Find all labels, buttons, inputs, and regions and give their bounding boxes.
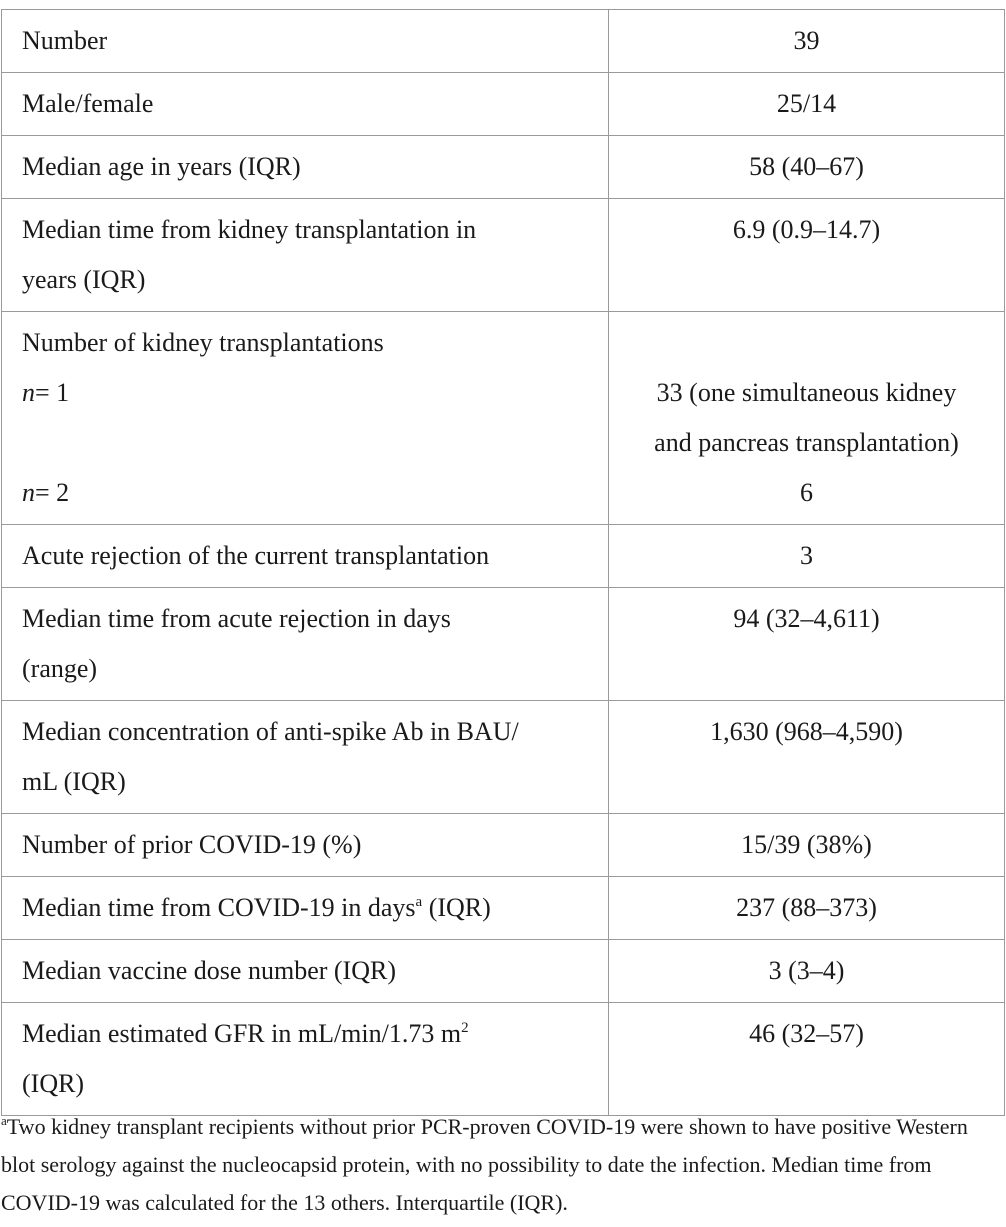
row-value: 3 (3–4): [609, 940, 1005, 1003]
footnote-marker: a: [1, 1113, 7, 1128]
row-label: Acute rejection of the current transplantation: [2, 525, 609, 588]
row-value: 58 (40–67): [609, 136, 1005, 199]
row-label: Median time from acute rejection in days (range): [2, 588, 609, 701]
row-label: Median age in years (IQR): [2, 136, 609, 199]
table-row: [2, 199, 1005, 312]
row-label: Number of prior COVID-19 (%): [2, 814, 609, 877]
footnote-marker: a: [415, 894, 423, 910]
table-row: [2, 940, 1005, 1003]
row-value: 46 (32–57): [609, 1003, 1005, 1116]
row-value: 25/14: [609, 73, 1005, 136]
row-label: Number of kidney transplantations n= 1 n= 2: [2, 312, 609, 525]
row-value: 1,630 (968–4,590): [609, 701, 1005, 814]
row-value: 33 (one simultaneous kidney and pancreas transplantation) 6: [609, 312, 1005, 525]
row-value: 94 (32–4,611): [609, 588, 1005, 701]
table-row: [2, 525, 1005, 588]
row-value: 39: [609, 10, 1005, 73]
table-row: [2, 814, 1005, 877]
row-label: Number: [2, 10, 609, 73]
row-value: 237 (88–373): [609, 877, 1005, 940]
row-label: Median time from kidney transplantation in years (IQR): [2, 199, 609, 312]
table-row: [2, 1003, 1005, 1116]
table-row: [2, 73, 1005, 136]
row-label: Median estimated GFR in mL/min/1.73 $m^2$ (IQR): [2, 1003, 609, 1116]
row-label: Median concentration of anti-spike Ab in BAU/ mL (IQR): [2, 701, 609, 814]
n-equals-2-label: n= 2: [22, 478, 70, 507]
table-row: [2, 10, 1005, 73]
table-footnote: $^a$Two kidney transplant recipients without prior PCR-proven COVID-19 were shown to have positive Western blot serology against the nucleocapsid protein, with no possibility to date the infection. Median time from COVID-19 was calculated for the 13 others. Interquartile (IQR).: [1, 1113, 968, 1215]
table-row: [2, 877, 1005, 940]
row-label: Median vaccine dose number (IQR): [2, 940, 609, 1003]
row-label: Male/female: [2, 73, 609, 136]
table-row: [2, 588, 1005, 701]
table-row: [2, 701, 1005, 814]
cohort-characteristics-table: [1, 9, 1005, 1116]
n-equals-1-label: n= 1: [22, 378, 70, 407]
row-value: 6.9 (0.9–14.7): [609, 199, 1005, 312]
row-value: 3: [609, 525, 1005, 588]
row-value: 15/39 (38%): [609, 814, 1005, 877]
table-row: [2, 136, 1005, 199]
row-label: Median time from COVID-19 in days$^a$ (IQR): [2, 877, 609, 940]
table-row-transplant-count: [2, 312, 1005, 525]
